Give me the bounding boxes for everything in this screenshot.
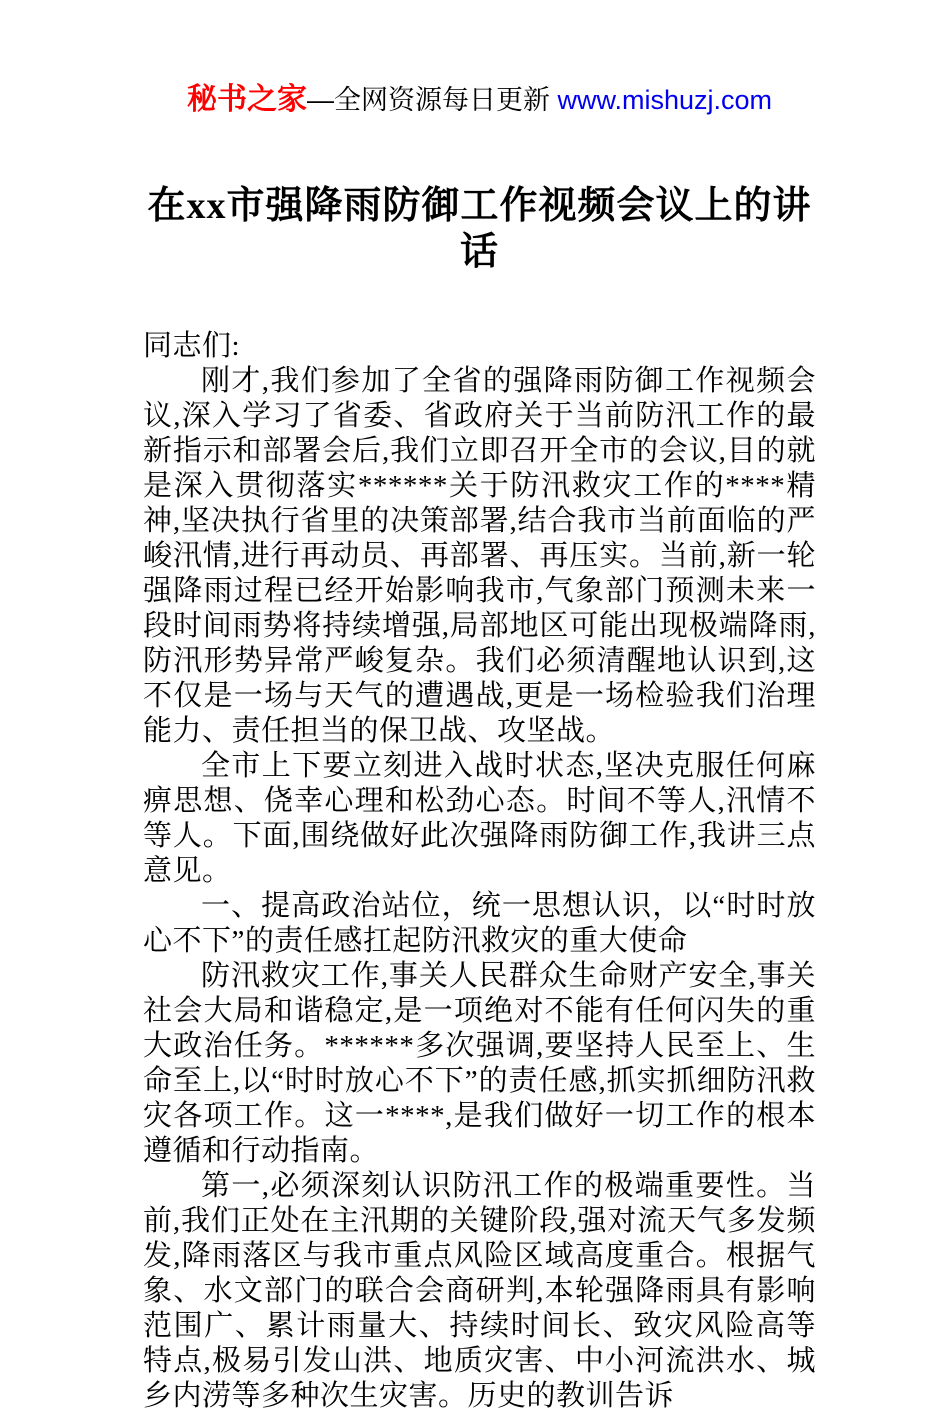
document-title: 在xx市强降雨防御工作视频会议上的讲话 xyxy=(147,185,812,273)
paragraph-first-point: 第一,必须深刻认识防汛工作的极端重要性。当前,我们正处在主汛期的关键阶段,强对流天气多发频发,降雨落区与我市重点风险区域高度重合。根据气象、水文部门的联合会商研判,本轮强降雨具有影响范围广、累计雨量大、持续时间长、致灾风险高等特点,极易引发山洪、地质灾害、中小河流洪水、城乡内涝等多种次生灾害。历史的教训告诉 xyxy=(143,1170,816,1413)
paragraph-opening: 刚才,我们参加了全省的强降雨防御工作视频会议,深入学习了省委、省政府关于当前防汛工作的最新指示和部署会后,我们立即召开全市的会议,目的就是深入贯彻落实******关于防汛救灾工作的****精神,坚决执行省里的决策部署,结合我市当前面临的严峻汛情,进行再动员、再部署、再压实。当前,新一轮强降雨过程已经开始影响我市,气象部门预测未来一段时间雨势将持续增强,局部地区可能出现极端降雨,防汛形势异常严峻复杂。我们必须清醒地认识到,这不仅是一场与天气的遭遇战,更是一场检验我们治理能力、责任担当的保卫战、攻坚战。 xyxy=(143,365,816,748)
document-body xyxy=(143,329,816,1414)
site-brand: 秘书之家 xyxy=(186,83,307,116)
paragraph-political-stance: 防汛救灾工作,事关人民群众生命财产安全,事关社会大局和谐稳定,是一项绝对不能有任何闪失的重大政治任务。******多次强调,要坚持人民至上、生命至上,以“时时放心不下”的责任感,抓实抓细防汛救灾各项工作。这一****,是我们做好一切工作的根本遵循和行动指南。 xyxy=(143,960,816,1168)
site-url-link[interactable]: www.mishuzj.com xyxy=(557,85,773,115)
site-tagline: —全网资源每日更新 xyxy=(306,85,558,115)
paragraph-mobilization: 全市上下要立刻进入战时状态,坚决克服任何麻痹思想、侥幸心理和松劲心态。时间不等人,汛情不等人。下面,围绕做好此次强降雨防御工作,我讲三点意见。 xyxy=(143,750,816,888)
paragraph-salutation: 同志们: xyxy=(143,330,241,363)
section-heading-1: 一、提高政治站位，统一思想认识，以“时时放心不下”的责任感扛起防汛救灾的重大使命 xyxy=(143,890,816,958)
site-header xyxy=(143,84,816,116)
